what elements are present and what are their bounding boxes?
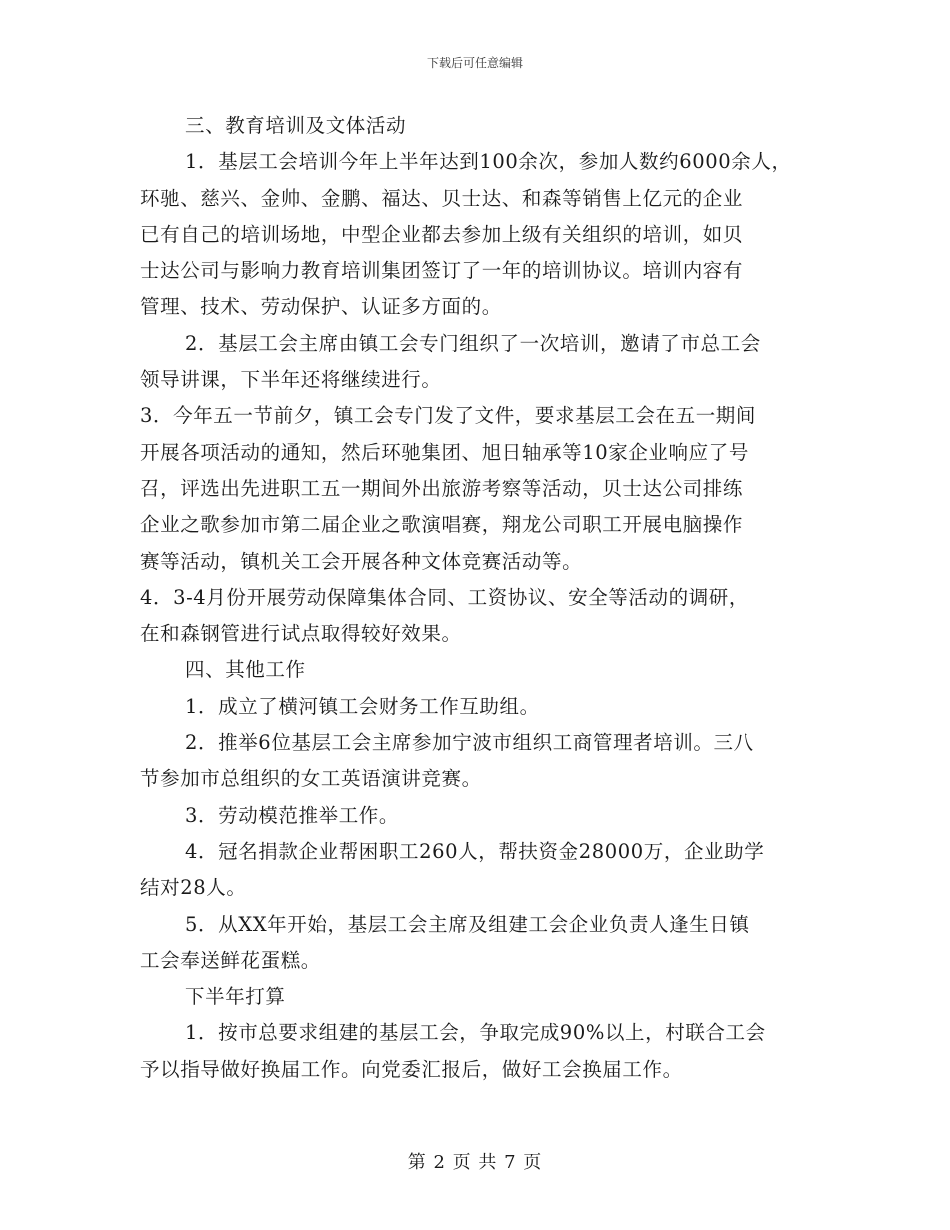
text-line: 1．成立了横河镇工会财务工作互助组。 [185,694,540,718]
text-line: 三、教育培训及文体活动 [185,114,407,137]
text-line: 开展各项活动的通知，然后环驰集团、旭日轴承等10家企业响应了号 [140,440,749,464]
text-line: 4．冠名捐款企业帮困职工260人，帮扶资金28000万，企业助学 [185,839,765,863]
text-line: 四、其他工作 [185,658,306,682]
text-line: 在和森钢管进行试点取得较好效果。 [140,622,462,646]
page-footer: 第 2 页 共 7 页 [407,1152,543,1173]
document-body [140,108,840,1088]
text-line: 1．基层工会培训今年上半年达到100余次，参加人数约6000余人， [185,150,792,174]
text-line: 工会奉送鲜花蛋糕。 [140,948,321,972]
text-line: 3．今年五一节前夕，镇工会专门发了文件，要求基层工会在五一期间 [140,404,757,428]
text-line: 5．从XX年开始，基层工会主席及组建工会企业负责人逢生日镇 [185,912,750,936]
text-line: 2．基层工会主席由镇工会专门组织了一次培训，邀请了市总工会 [185,331,761,355]
text-line: 领导讲课，下半年还将继续进行。 [140,368,442,392]
text-line: 4．3-4月份开展劳动保障集体合同、工资协议、安全等活动的调研， [140,585,750,609]
text-line: 1．按市总要求组建的基层工会，争取完成90%以上，村联合工会 [185,1021,766,1045]
text-line: 召，评选出先进职工五一期间外出旅游考察等活动，贝士达公司排练 [140,476,744,500]
text-line: 下半年打算 [185,985,286,1009]
text-line: 赛等活动，镇机关工会开展各种文体竞赛活动等。 [140,549,583,573]
text-line: 结对28人。 [140,876,247,900]
text-line: 企业之歌参加市第二届企业之歌演唱赛，翔龙公司职工开展电脑操作 [140,513,744,537]
text-line: 3．劳动模范推举工作。 [185,803,400,827]
page-header: 下载后可任意编辑 [426,56,523,70]
text-line: 管理、技术、劳动保护、认证多方面的。 [140,295,502,319]
text-line: 已有自己的培训场地，中型企业都去参加上级有关组织的培训，如贝 [140,222,744,246]
text-line: 环驰、慈兴、金帅、金鹏、福达、贝士达、和森等销售上亿元的企业 [140,186,744,210]
text-line: 节参加市总组织的女工英语演讲竞赛。 [140,767,482,791]
text-line: 2．推举6位基层工会主席参加宁波市组织工商管理者培训。三八 [185,731,754,755]
text-line: 予以指导做好换届工作。向党委汇报后，做好工会换届工作。 [140,1057,683,1081]
text-line: 士达公司与影响力教育培训集团签订了一年的培训协议。培训内容有 [140,259,744,283]
